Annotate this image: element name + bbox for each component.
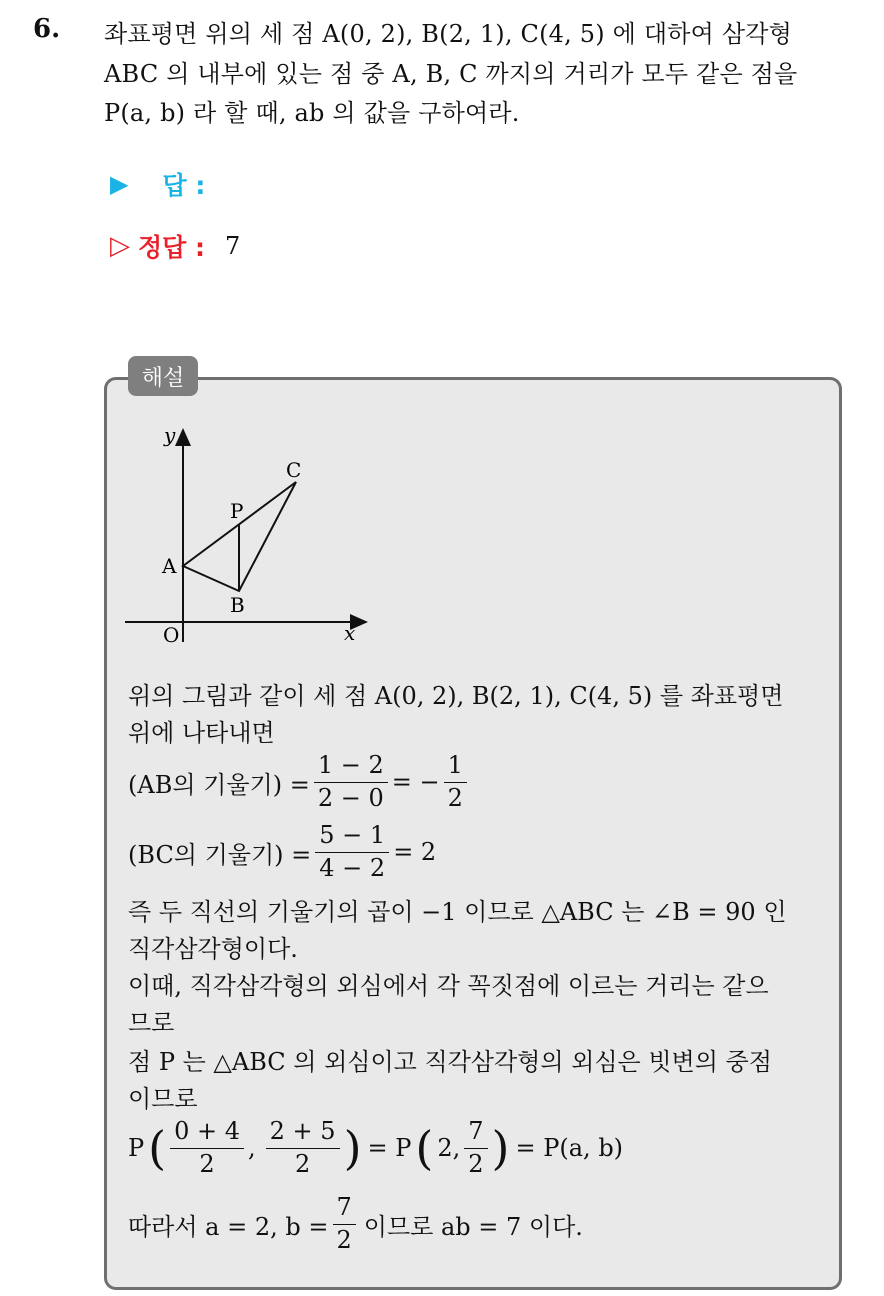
ab-slope-result-den: 2 (447, 783, 463, 812)
midpoint-frac-3-num: 7 (464, 1118, 487, 1149)
bc-slope-label: (BC의 기울기) = (128, 840, 312, 869)
origin-label: O (163, 623, 180, 647)
solution-line-7: 점 P 는 △ABC 의 외심이고 직각삼각형의 외심은 빗변의 중점 (128, 1048, 772, 1076)
final-fraction (333, 1194, 356, 1254)
correct-answer-value: 7 (225, 232, 241, 260)
final-fraction-num: 7 (333, 1194, 356, 1225)
ab-slope-fraction (314, 752, 388, 812)
question-line-2: ABC 의 내부에 있는 점 중 A, B, C 까지의 거리가 모두 같은 점을 (104, 60, 798, 88)
midpoint-frac-3-den: 2 (468, 1149, 484, 1178)
point-a-label: A (162, 554, 177, 578)
bc-slope-num: 5 − 1 (315, 822, 389, 853)
solution-line-6: 므로 (128, 1009, 175, 1037)
midpoint-frac-1-den: 2 (199, 1149, 215, 1178)
question-line-1: 좌표평면 위의 세 점 A(0, 2), B(2, 1), C(4, 5) 에 대하여 삼각형 (104, 20, 792, 48)
midpoint-p: P (128, 1134, 145, 1163)
bc-slope-equation (128, 822, 436, 882)
final-pre: 따라서 a = 2, b = (128, 1212, 329, 1241)
bc-slope-result: = 2 (393, 838, 437, 867)
question-line-3: P(a, b) 라 할 때, ab 의 값을 구하여라. (104, 99, 520, 127)
final-fraction-den: 2 (336, 1225, 352, 1254)
midpoint-equation (128, 1118, 623, 1178)
ab-slope-den: 2 − 0 (317, 783, 384, 812)
point-c-label: C (286, 458, 302, 482)
midpoint-comma: , (248, 1134, 256, 1163)
point-b-label: B (230, 593, 245, 617)
right-paren-1: ) (343, 1121, 362, 1176)
midpoint-two: 2, (437, 1134, 461, 1163)
question-number: 6. (33, 14, 61, 44)
solution-line-3: 즉 두 직선의 기울기의 곱이 −1 이므로 △ABC 는 ∠B = 90 인 (128, 898, 787, 926)
midpoint-eq-2: = P(a, b) (515, 1134, 624, 1163)
left-paren-1: ( (148, 1121, 167, 1176)
midpoint-frac-1 (170, 1118, 244, 1178)
bc-slope-fraction (315, 822, 389, 882)
solution-line-5: 이때, 직각삼각형의 외심에서 각 꼭짓점에 이르는 거리는 같으 (128, 972, 769, 1000)
solution-line-4: 직각삼각형이다. (128, 935, 298, 963)
solution-line-2: 위에 나타내면 (128, 719, 275, 747)
solution-line-1: 위의 그림과 같이 세 점 A(0, 2), B(2, 1), C(4, 5) 를 좌표평면 (128, 682, 784, 710)
ab-slope-equation (128, 752, 471, 812)
ab-slope-result (444, 752, 467, 812)
left-paren-2: ( (415, 1121, 434, 1176)
midpoint-frac-2-den: 2 (294, 1149, 311, 1178)
answer-label: 답 : (162, 171, 206, 200)
correct-arrow-icon: ▷ (110, 231, 130, 261)
answer-arrow-icon: ▶ (110, 170, 129, 198)
right-paren-2: ) (491, 1121, 510, 1176)
solution-line-8: 이므로 (128, 1085, 198, 1113)
midpoint-frac-3 (464, 1118, 487, 1178)
ab-slope-label: (AB의 기울기) = (128, 770, 310, 799)
midpoint-frac-1-num: 0 + 4 (170, 1118, 244, 1149)
correct-answer-row (110, 228, 240, 264)
solution-tag: 해설 (128, 356, 198, 396)
final-post: 이므로 ab = 7 이다. (363, 1212, 583, 1241)
bc-slope-den: 4 − 2 (319, 853, 386, 882)
midpoint-frac-2 (266, 1118, 340, 1178)
ab-slope-num: 1 − 2 (314, 752, 388, 783)
final-equation (128, 1194, 583, 1254)
midpoint-frac-2-num: 2 + 5 (266, 1118, 340, 1149)
answer-row (110, 166, 205, 202)
correct-answer-label: 정답 : (138, 233, 206, 262)
ab-slope-result-num: 1 (444, 752, 467, 783)
midpoint-eq-1: = P (367, 1134, 412, 1163)
x-axis-label: x (344, 621, 356, 645)
coordinate-figure (120, 420, 380, 652)
y-axis-label: y (164, 423, 176, 447)
point-p-label: P (230, 499, 244, 523)
ab-slope-eq: = − (391, 768, 440, 797)
